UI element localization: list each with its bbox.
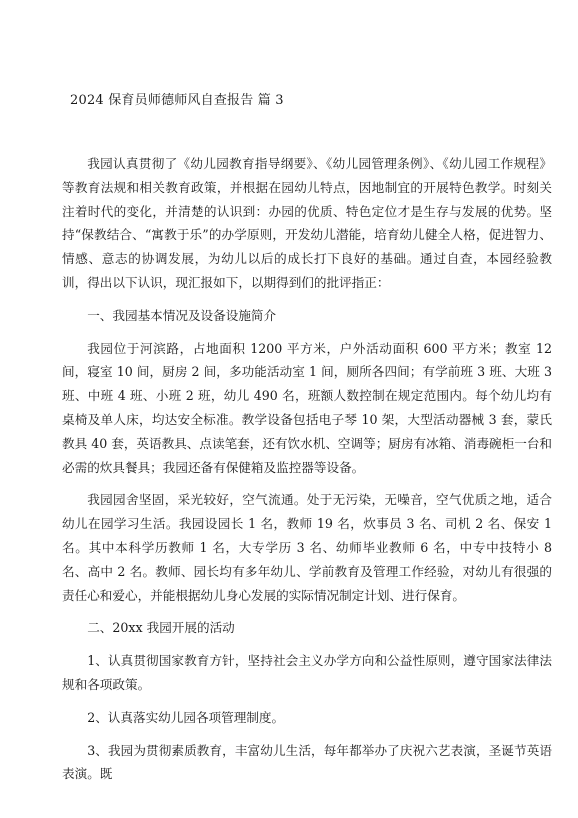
document-title: 2024 保育员师德师风自查报告 篇 3 (70, 93, 284, 108)
section-heading-activities: 二、20xx 我园开展的活动 (87, 620, 235, 636)
activity-item-1: 1、认真贯彻国家教育方针，坚持社会主义办学方向和公益性原则，遵守国家法律法规和各项政策。 (62, 653, 552, 692)
facilities-paragraph: 我园位于河滨路，占地面积 1200 平方米，户外活动面积 600 平方米；教室 12 间，寝室 10 间，厨房 2 间，多功能活动室 1 间，厕所各四间；有学前班 3 班、大班 3 班、中班 4 班、小班 2 班，幼儿 490 名，班额人数控制在规定范围内。每个幼儿均有桌椅及单人床，均达安全标准。教学设备包括电子琴 10 架，大型活动器械 3 套，蒙氏教具 40 套，英语教具、点读笔套，还有饮水机、空调等；厨房有冰箱、消毒碗柜一台和必需的炊具餐具；我园还备有保健箱及监控器等设备。 (62, 340, 553, 475)
document-body (62, 152, 552, 786)
intro-paragraph: 我园认真贯彻了《幼儿园教育指导纲要》、《幼儿园管理条例》、《幼儿园工作规程》等教育法规和相关教育政策，并根据在园幼儿特点，因地制宜的开展特色教学。时刻关注着时代的变化，并清楚的认识到：办园的优质、特色定位才是生存与发展的优势。坚持“保教结合、“寓教于乐”的办学原则，开发幼儿潜能，培育幼儿健全人格，促进智力、情感、意志的协调发展，为幼儿以后的成长打下良好的基础。通过自查，本园经验教训，得出以下认识，现汇报如下，以期得到们的批评指正： (62, 156, 552, 290)
section-heading-basic-info: 一、我园基本情况及设备设施简介 (87, 307, 277, 323)
activity-item-2: 2、认真落实幼儿园各项管理制度。 (87, 709, 285, 725)
staff-paragraph: 我园园舍坚固，采光较好，空气流通。处于无污染，无噪音，空气优质之地，适合幼儿在园学习生活。我园设园长 1 名，教师 19 名，炊事员 3 名、司机 2 名、保安 1 名。其中本科学历教师 1 名，大专学历 3 名、幼师毕业教师 6 名，中专中技特小 8 名、高中 2 名。教师、园长均有多年幼儿、学前教育及管理工作经验，对幼儿有很强的责任心和爱心，并能根据幼儿身心发展的实际情况制定计划、进行保育。 (62, 492, 552, 603)
activity-item-3: 3、我园为贯彻素质教育，丰富幼儿生活，每年都举办了庆祝六艺表演，圣诞节英语表演。既 (62, 742, 552, 782)
